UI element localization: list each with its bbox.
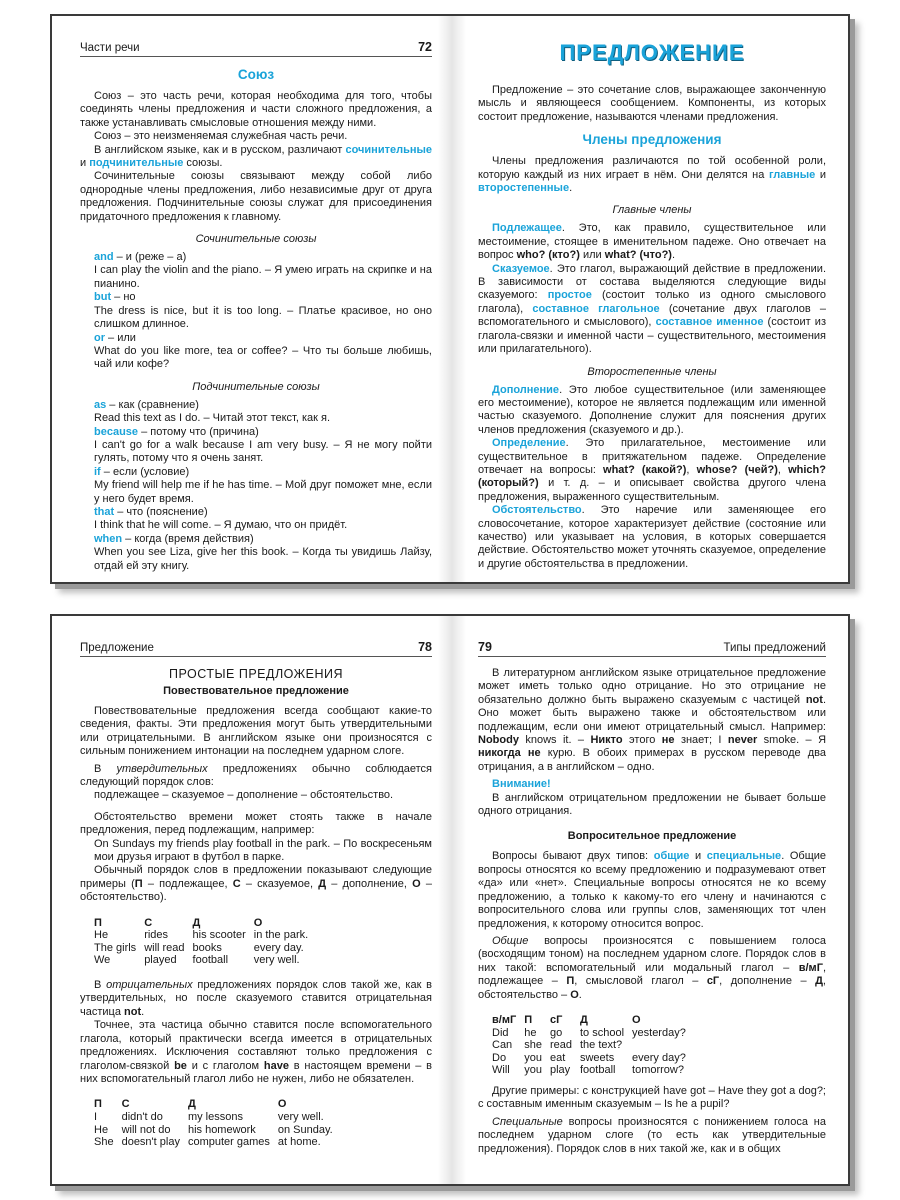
keyword: Дополнение xyxy=(492,383,560,396)
list-item xyxy=(80,291,432,304)
gloss: – потому что (причина) xyxy=(138,425,259,438)
text: , обстоятельство – xyxy=(478,975,826,1001)
table-row xyxy=(94,954,316,967)
page-number: 72 xyxy=(418,40,432,54)
text: . xyxy=(671,249,676,262)
gloss: – что (пояснение) xyxy=(114,505,208,518)
table-header-cell: П xyxy=(94,1098,102,1111)
table-row xyxy=(94,942,316,955)
abbrev: О xyxy=(570,988,579,1001)
table-cell: on Sunday. xyxy=(277,1123,333,1136)
list-item xyxy=(80,426,432,439)
list-item xyxy=(80,466,432,479)
table-cell: eat xyxy=(549,1051,566,1064)
gloss: – и (реже – а) xyxy=(113,251,187,264)
abbrev: в/мГ xyxy=(798,961,823,974)
table-row xyxy=(492,1064,694,1077)
table-cell: you xyxy=(524,1051,542,1064)
keyword: Подлежащее xyxy=(492,222,562,235)
section-title-members: Члены предложения xyxy=(582,132,722,148)
page-79 xyxy=(452,616,852,1184)
table-header-cell: П xyxy=(94,916,102,929)
example: The dress is nice, but it is too long. – Платье красивое, но оно слишком длинное. xyxy=(94,304,432,331)
table-row xyxy=(94,1111,341,1124)
text: вопросы произносятся с повышением голоса (восходящим тоном) на последнем ударном слоге. Порядок слов в них такой: вспомогательный или модальный глагол – xyxy=(478,934,826,974)
emphasis: не xyxy=(661,734,675,747)
example: I can play the violin and the piano. – Я умею играть на скрипке и на пианино. xyxy=(94,264,432,290)
text: . Общие вопросы относятся ко всему предложению и подразумевают ответ «да» или «нет». Специальные вопросы относятся не ко всему предложению, а только к какому-то его члену и начинаются с вопросительного слова или группы слов, заменяющих тот член предложения, к которому относится вопрос. xyxy=(478,850,827,930)
question-word: (что?) xyxy=(636,249,672,262)
paragraph xyxy=(478,155,826,195)
list-item xyxy=(80,332,432,345)
table-header-cell: сГ xyxy=(549,1013,563,1026)
word-order-table-general-questions xyxy=(492,1014,694,1077)
text: , xyxy=(686,463,697,476)
text: В xyxy=(94,762,117,775)
text: , подлежащее – xyxy=(478,961,826,988)
keyword: составное глагольное xyxy=(532,302,660,315)
text: . Это любое существительное (или заменяющее его местоимение), которое не является подлежащим или именной частью сказуемого. Дополнение служит для пояснения других членов предложения (сказуемого и др.). xyxy=(478,383,826,436)
table-cell: he xyxy=(524,1026,537,1039)
running-header xyxy=(80,40,432,57)
table-cell: didn't do xyxy=(121,1110,163,1123)
emphasis: never xyxy=(727,734,758,747)
emphasis: Специальные xyxy=(492,1115,563,1128)
example: What do you like more, tea or coffee? – Что ты больше любишь, чай или кофе? xyxy=(94,344,432,371)
table-cell: He xyxy=(94,1123,109,1136)
page-78 xyxy=(52,616,452,1184)
table-row xyxy=(94,929,316,942)
list-item xyxy=(80,533,432,546)
table-cell: I xyxy=(94,1110,98,1123)
verb: be xyxy=(174,1059,187,1072)
conjunction-keyword: as xyxy=(94,398,107,411)
section-title-simple-sentences: ПРОСТЫЕ ПРЕДЛОЖЕНИЯ xyxy=(168,667,344,681)
text: Точнее, эта частица обычно ставится после вспомогательного глагола, который практически всегда имеется в отрицательных предложениях. Исключения составляют только предложения с глаголом-связкой xyxy=(80,1019,432,1072)
text: . Это прилагательное, местоимение или существительное в притяжательном падеже. Определение отвечает на вопросы: xyxy=(478,437,826,476)
paragraph xyxy=(478,1116,826,1156)
table-cell: yesterday? xyxy=(632,1026,686,1039)
table-row xyxy=(492,1027,694,1040)
text: (сочетание двух глаголов – вспомогательного и смыслового), xyxy=(478,302,826,329)
table-header-cell: С xyxy=(144,916,153,929)
text: и xyxy=(689,850,707,863)
table-header-cell: С xyxy=(121,1098,130,1111)
keyword: общие xyxy=(653,850,690,863)
paragraph-attribute xyxy=(478,437,826,504)
gloss: – если (условие) xyxy=(100,465,190,478)
paragraph: Обстоятельство времени может стоять также в начале предложения, перед подлежащим, например: xyxy=(80,810,432,837)
example: On Sundays my friends play football in the park. – По воскресеньям мои друзья играют в футбол в парке. xyxy=(94,837,432,864)
table-header-cell: П xyxy=(524,1013,533,1026)
paragraph xyxy=(478,850,826,930)
conjunction-keyword: when xyxy=(94,532,123,545)
table-header-cell: Д xyxy=(187,1098,196,1111)
table-cell: tomorrow? xyxy=(632,1064,684,1077)
subheading-coordinating: Сочинительные союзы xyxy=(195,233,317,246)
table-cell: rides xyxy=(144,929,169,942)
subheading-interrogative: Вопросительное предложение xyxy=(567,830,737,843)
table-cell: played xyxy=(144,954,177,967)
table-cell: Did xyxy=(492,1026,509,1039)
table-cell: every day? xyxy=(632,1051,686,1064)
table-cell: to school xyxy=(579,1026,625,1039)
table-cell: every day. xyxy=(253,941,304,954)
abbrev: Д xyxy=(318,877,327,890)
text: В литературном английском языке отрицательное предложение может иметь только одно отрицание. Но это отрицание не обязательно должно быть выражено сказуемым с частицей xyxy=(478,667,826,706)
chapter-title: ПРЕДЛОЖЕНИЕ xyxy=(559,40,745,65)
emphasis: утвердительных xyxy=(116,762,208,775)
paragraph-object xyxy=(478,384,826,438)
paragraph: Союз – это часть речи, которая необходима для того, чтобы соединять члены предложения и части сложного предложения, а также устанавливать смысловые отношения между ними. xyxy=(80,90,432,129)
conjunction-keyword: and xyxy=(94,251,114,264)
question-word: (кто?) xyxy=(545,249,580,262)
table-header-cell: Д xyxy=(192,916,201,929)
table-header-row xyxy=(492,1014,694,1027)
table-cell: very well. xyxy=(253,954,300,967)
page-number: 78 xyxy=(418,640,432,654)
subheading-subordinating: Подчинительные союзы xyxy=(192,380,320,393)
word-order-formula: подлежащее – сказуемое – дополнение – обстоятельство. xyxy=(94,789,394,802)
conjunction-keyword: or xyxy=(94,331,105,344)
list-item xyxy=(80,399,432,412)
text: (состоит из глагола-связки и именной части – существительного, местоимения или прилагательного). xyxy=(478,316,826,356)
keyword: составное именное xyxy=(655,316,764,329)
word-order-table-negative xyxy=(94,1098,341,1148)
paragraph-predicate xyxy=(478,263,826,357)
example: When you see Liza, give her this book. – Когда ты увидишь Лайзу, отдай ей эту книгу. xyxy=(94,546,432,572)
keyword: Определение xyxy=(492,437,566,450)
table-cell: she xyxy=(524,1039,542,1052)
table-cell: the text? xyxy=(579,1039,623,1052)
text: . xyxy=(569,182,573,195)
text: и xyxy=(80,157,90,170)
conjunction-keyword: that xyxy=(94,505,115,518)
abbrev: П xyxy=(566,975,575,988)
text: курю. В обоих примерах в русском переводе два отрицания, а в английском – одно. xyxy=(478,747,826,773)
table-cell: Can xyxy=(492,1039,513,1052)
particle: not xyxy=(124,1005,142,1018)
paragraph: Союз – это неизменяемая служебная часть речи. xyxy=(94,130,348,143)
abbrev: С xyxy=(232,877,241,890)
question-word: what? (какой?) xyxy=(603,463,687,476)
paragraph: Сочинительные союзы связывают между собой либо однородные члены предложения, либо независимые друг от друга предложения. Подчинительные союзы служат для присоединения придаточного предложения к главному. xyxy=(80,170,432,223)
question-word: who? xyxy=(516,249,546,262)
table-header-cell: в/мГ xyxy=(492,1013,517,1026)
page-sentence-intro xyxy=(452,16,852,582)
emphasis: никогда не xyxy=(478,747,541,760)
gloss: – когда (время действия) xyxy=(122,532,254,545)
emphasis: Общие xyxy=(492,934,529,947)
paragraph xyxy=(80,1019,432,1086)
conjunction-keyword: if xyxy=(94,465,101,478)
text: вопросы произносятся с понижением голоса на последнем ударном слоге (то есть как утвердительные предложения). Порядок слов в них такой же, как и в общих xyxy=(478,1115,826,1155)
table-header-cell: О xyxy=(632,1013,641,1026)
list-item xyxy=(80,506,432,519)
example: I can't go for a walk because I am very busy. – Я не могу пойти гулять, потому что я очень занят. xyxy=(94,438,432,465)
abbrev: сГ xyxy=(706,975,720,988)
table-cell: in the park. xyxy=(253,929,309,942)
subheading-secondary-members: Второстепенные члены xyxy=(587,365,717,378)
paragraph xyxy=(478,667,826,774)
table-cell: read xyxy=(549,1039,572,1052)
abbrev: П xyxy=(134,877,143,890)
table-header-cell: Д xyxy=(579,1013,588,1026)
text: smoke. – Я xyxy=(757,734,827,747)
paragraph xyxy=(478,935,826,1002)
text: . Это, как правило, существительное или местоимение, стоящее в именительном падеже. Оно отвечает на вопрос xyxy=(478,222,826,262)
keyword: простое xyxy=(547,289,592,302)
keyword: сочинительные xyxy=(345,143,432,156)
table-row xyxy=(492,1052,694,1065)
paragraph xyxy=(80,144,432,171)
table-header-row xyxy=(94,917,316,930)
table-cell: doesn't play xyxy=(121,1136,180,1149)
table-cell: his homework xyxy=(187,1123,256,1136)
table-cell: The girls xyxy=(94,941,137,954)
text: и т. д. – и описывает свойства другого члена предложения, выраженного существительным. xyxy=(478,477,826,503)
running-header xyxy=(80,640,432,657)
gloss: – как (сравнение) xyxy=(106,398,199,411)
table-cell: go xyxy=(549,1026,563,1039)
paragraph-subject xyxy=(478,222,826,262)
running-head-title: Типы предложений xyxy=(723,642,826,654)
text: , смысловой глагол – xyxy=(574,975,707,988)
running-head-title: Предложение xyxy=(80,642,154,654)
table-cell: play xyxy=(549,1064,571,1077)
table-cell: sweets xyxy=(579,1051,615,1064)
conjunction-keyword: but xyxy=(94,291,112,304)
running-head-title: Части речи xyxy=(80,42,140,54)
conjunction-keyword: because xyxy=(94,425,139,438)
question-word: which? (который?) xyxy=(478,463,826,490)
question-word: whose? (чей?) xyxy=(696,463,778,476)
table-cell: He xyxy=(94,929,109,942)
table-row xyxy=(94,1136,341,1149)
book-spread-bottom xyxy=(50,614,850,1186)
text: В английском языке, как и в русском, различают xyxy=(94,143,346,156)
table-cell: will not do xyxy=(121,1123,171,1136)
table-cell: She xyxy=(94,1136,114,1149)
text: и xyxy=(815,168,826,181)
text: – обстоятельство). xyxy=(80,877,432,904)
text: Вопросы бывают двух типов: xyxy=(492,850,654,863)
example: I think that he will come. – Я думаю, что он придёт. xyxy=(94,519,348,532)
page-72 xyxy=(52,16,452,582)
text: . xyxy=(578,988,582,1001)
keyword: второстепенные xyxy=(478,182,570,195)
keyword: Сказуемое xyxy=(492,262,550,275)
text: этого xyxy=(622,734,662,747)
book-spread-top xyxy=(50,14,850,584)
paragraph: Предложение – это сочетание слов, выражающее законченную мысль и являющееся сообщением. Компоненты, из которых состоит предложение, называются членами предложения. xyxy=(478,84,826,123)
text: . xyxy=(141,1005,145,1018)
section-title-conjunction: Союз xyxy=(237,67,275,82)
table-cell: his scooter xyxy=(192,929,246,942)
text: знает; I xyxy=(674,734,728,747)
example: Read this text as I do. – Читай этот текст, как я. xyxy=(94,412,331,425)
table-cell: books xyxy=(192,941,222,954)
text: Обычный порядок слов в предложении показывают следующие примеры ( xyxy=(80,864,432,890)
subheading-declarative: Повествовательное предложение xyxy=(163,685,349,697)
text: . Это наречие или заменяющее его словосочетание, которое характеризует действие (состояние или качество) или указывает на условия, в которых совершается действие. Обстоятельство может уточнять сказуемое, определение и другие обстоятельства в предложении. xyxy=(478,504,826,570)
abbrev: О xyxy=(412,877,421,890)
paragraph xyxy=(80,763,432,790)
table-header-cell: О xyxy=(277,1098,287,1111)
paragraph xyxy=(80,979,432,1019)
paragraph-adverbial xyxy=(478,504,826,571)
keyword: специальные xyxy=(706,850,782,863)
text: – дополнение, xyxy=(326,877,413,890)
text: В xyxy=(94,979,107,992)
text: knows it. – xyxy=(518,734,591,747)
example: My friend will help me if he has time. – Мой друг поможет мне, если у него будет время. xyxy=(94,479,432,505)
text: . Оно может быть выражено также и обстоятельством или подлежащим, если они имеют отрицательный смысл. Например: xyxy=(478,693,826,733)
keyword: главные xyxy=(768,168,816,181)
text: Члены предложения различаются по той особенной роли, которую каждый из них играет в нём. Они делятся на xyxy=(478,155,826,181)
table-row xyxy=(94,1124,341,1137)
table-row xyxy=(492,1039,694,1052)
text: предложениях порядок слов такой же, как в утвердительных, но после сказуемого ставится отрицательная частица xyxy=(80,979,432,1018)
word-order-table-affirmative xyxy=(94,917,316,967)
text: – сказуемое, xyxy=(240,877,319,890)
paragraph xyxy=(80,864,432,904)
text: (состоит только из одного смыслового глагола), xyxy=(478,289,826,315)
keyword: подчинительные xyxy=(89,157,184,170)
text: предложениях обычно соблюдается следующий порядок слов: xyxy=(80,762,432,789)
text: . Это глагол, выражающий действие в предложении. В зависимости от состава выделяются следующие виды сказуемого: xyxy=(478,262,826,302)
text: или xyxy=(579,249,605,262)
text: и с глаголом xyxy=(186,1059,264,1072)
paragraph: В английском отрицательном предложении не бывает больше одного отрицания. xyxy=(478,791,826,818)
table-cell: football xyxy=(579,1064,616,1077)
text: – подлежащее, xyxy=(142,877,233,890)
table-cell: We xyxy=(94,954,111,967)
text: , xyxy=(777,463,789,476)
subordinating-list xyxy=(80,399,432,573)
table-cell xyxy=(632,1039,694,1052)
coordinating-list xyxy=(80,251,432,372)
emphasis: Никто xyxy=(590,734,623,747)
particle: not xyxy=(805,693,823,706)
text: , дополнение – xyxy=(719,975,816,988)
attention-label: Внимание! xyxy=(492,778,551,791)
table-cell: my lessons xyxy=(187,1110,243,1123)
text: союзы. xyxy=(183,157,223,170)
gloss: – или xyxy=(105,331,136,344)
table-header-row xyxy=(94,1098,341,1111)
paragraph: Другие примеры: с конструкцией have got – Have they got a dog?; с составным именным сказуемым – Is he a pupil? xyxy=(478,1084,826,1111)
table-cell: football xyxy=(192,954,229,967)
table-cell: you xyxy=(524,1064,542,1077)
verb: have xyxy=(263,1059,289,1072)
emphasis: отрицательных xyxy=(106,979,193,992)
table-cell: will read xyxy=(144,941,185,954)
subheading-main-members: Главные члены xyxy=(612,204,692,217)
table-cell: very well. xyxy=(277,1110,324,1123)
abbrev: Д xyxy=(815,975,823,988)
running-header xyxy=(478,640,826,657)
table-cell: computer games xyxy=(187,1136,270,1149)
table-cell: at home. xyxy=(277,1136,321,1149)
question-word: what? xyxy=(604,249,637,262)
paragraph: Повествовательные предложения всегда сообщают какие-то сведения, факты. Эти предложения могут быть утвердительными или отрицательными. В английском языке они произносятся с сильным понижением интонации на последнем ударном слоге. xyxy=(80,705,432,758)
gloss: – но xyxy=(111,291,136,304)
keyword: Обстоятельство xyxy=(492,504,582,517)
list-item xyxy=(80,251,432,264)
text: в настоящем времени – в них вспомогательный глагол либо не нужен, либо не обязателен. xyxy=(80,1059,432,1085)
table-cell: Do xyxy=(492,1051,507,1064)
emphasis: Nobody xyxy=(478,734,519,747)
page-number: 79 xyxy=(478,640,492,654)
table-cell: Will xyxy=(492,1064,510,1077)
table-header-cell: О xyxy=(253,916,263,929)
